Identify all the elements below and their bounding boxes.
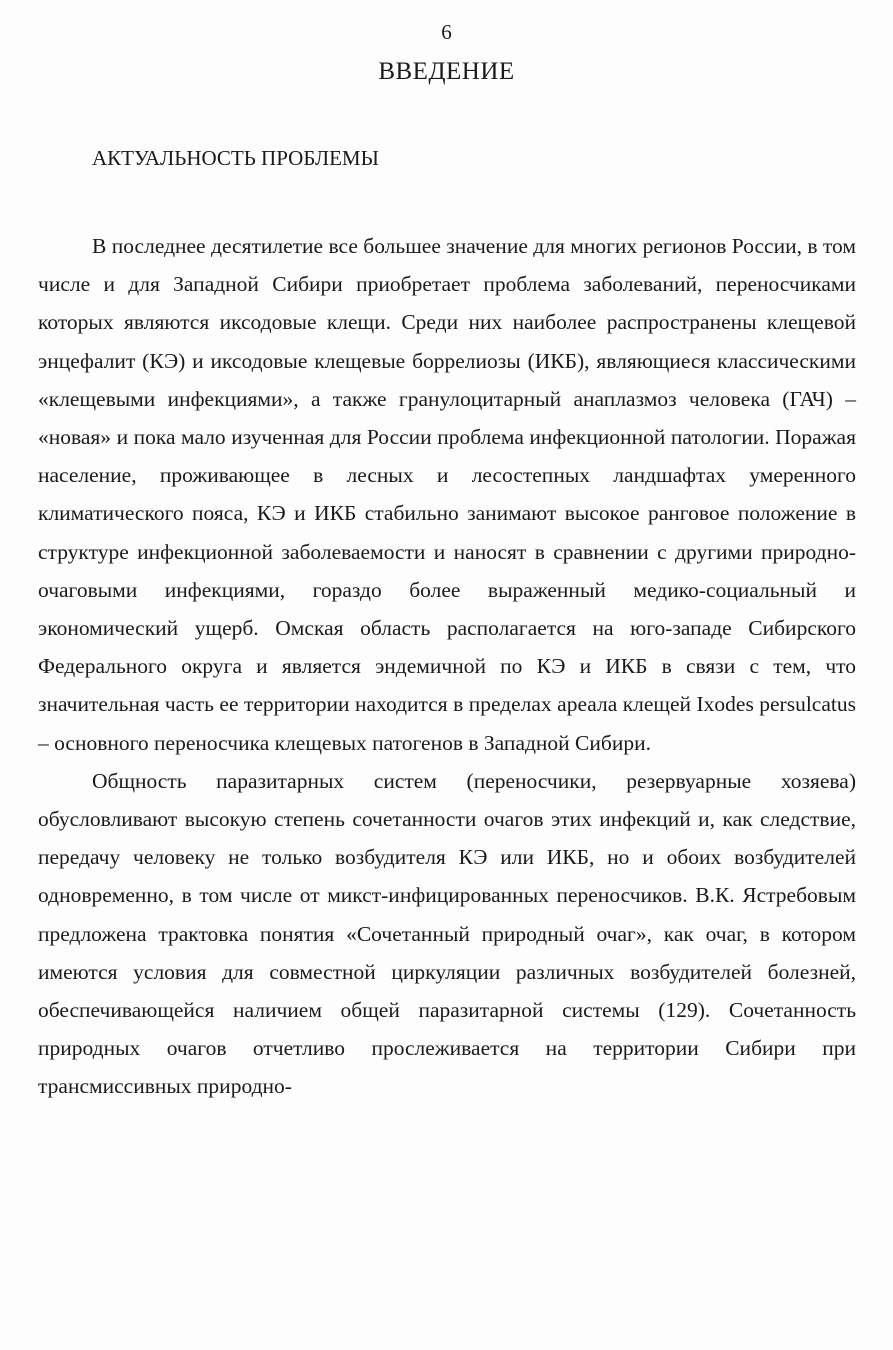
paragraph-1: В последнее десятилетие все большее значение для многих регионов России, в том числе и для Западной Сибири приобретает проблема заболеваний, переносчиками которых являются иксодовые клещи. Среди них наиболее распространены клещевой энцефалит (КЭ) и иксодовые клещевые боррелиозы (ИКБ), являющиеся классическими «клещевыми инфекциями», а также гранулоцитарный анаплазмоз человека (ГАЧ) – «новая» и пока мало изученная для России проблема инфекционной патологии. Поражая население, проживающее в лесных и лесостепных ландшафтах умеренного климатического пояса, КЭ и ИКБ стабильно занимают высокое ранговое положение в структуре инфекционной заболеваемости и наносят в сравнении с другими природно-очаговыми инфекциями, гораздо более выраженный медико-социальный и экономический ущерб. Омская область располагается на юго-западе Сибирского Федерального округа и является эндемичной по КЭ и ИКБ в связи с тем, что значительная часть ее территории находится в пределах ареала клещей Ixodes persulcatus – основного переносчика клещевых патогенов в Западной Сибири.: [38, 234, 856, 755]
paragraph-2: Общность паразитарных систем (переносчики, резервуарные хозяева) обусловливают высокую степень сочетанности очагов этих инфекций и, как следствие, передачу человеку не только возбудителя КЭ или ИКБ, но и обоих возбудителей одновременно, в том числе от микст-инфицированных переносчиков. В.К. Ястребовым предложена трактовка понятия «Сочетанный природный очаг», как очаг, в котором имеются условия для совместной циркуляции различных возбудителей болезней, обеспечивающейся наличием общей паразитарной системы (129). Сочетанность природных очагов отчетливо прослеживается на территории Сибири при трансмиссивных природно-: [38, 768, 856, 1099]
page-number: 6: [441, 20, 452, 44]
chapter-title: ВВЕДЕНИЕ: [378, 58, 515, 85]
section-title: АКТУАЛЬНОСТЬ ПРОБЛЕМЫ: [92, 146, 379, 170]
body-text: [38, 227, 856, 1106]
